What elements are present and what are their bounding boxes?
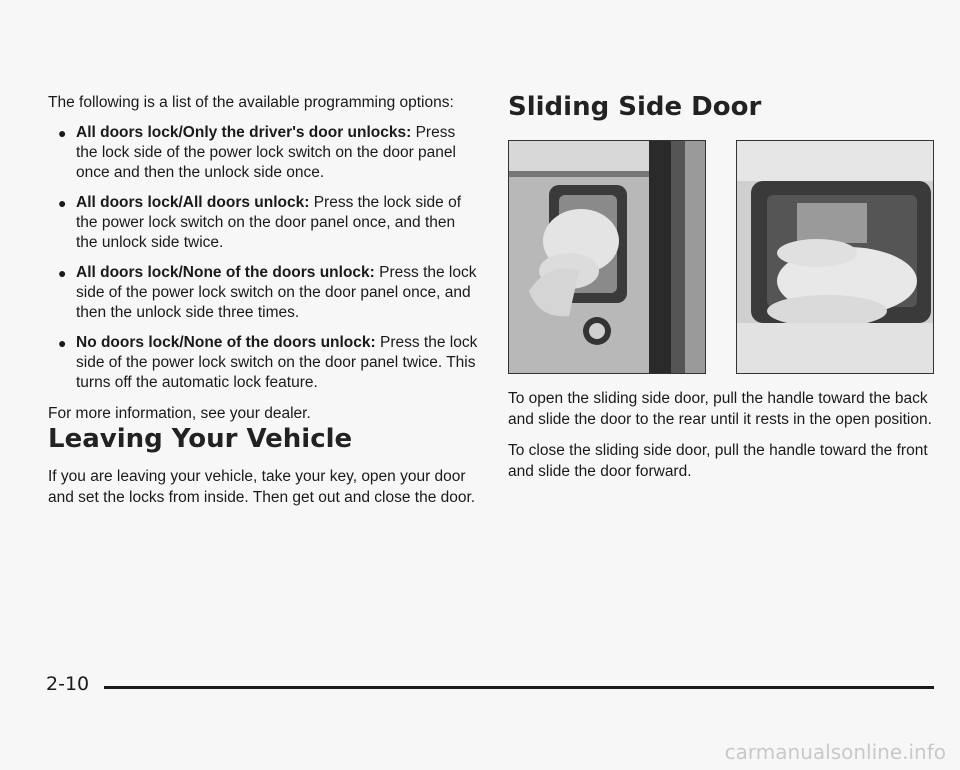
bullet-icon: ● [58,335,67,351]
option-title: All doors lock/Only the driver's door unlocks: [76,124,412,141]
photo-row [508,140,934,374]
exterior-handle-illustration [509,141,706,373]
open-door-text: To open the sliding side door, pull the handle toward the back and slide the door to the rear until it rests in the open position. [508,390,932,428]
right-column [508,92,934,482]
page-number: 2-10 [46,673,90,695]
option-text: Press the lock side of the power lock switch on the door panel twice. This turns off the automatic lock feature. [76,334,478,391]
interior-handle-illustration [737,141,934,373]
more-info-text: For more information, see your dealer. [48,405,311,422]
left-column [48,92,480,508]
option-text: Press the lock side of the power lock switch on the door panel once, and then the unlock side twice. [76,194,462,251]
door-handle-photo-exterior [508,140,706,374]
footer-rule [104,686,934,689]
option-item [48,263,480,323]
bullet-icon: ● [58,195,67,211]
option-item [48,123,480,183]
option-title: No doors lock/None of the doors unlock: [76,334,376,351]
programming-options-list [48,123,480,393]
option-title: All doors lock/All doors unlock: [76,194,310,211]
option-item [48,193,480,253]
leaving-vehicle-text: If you are leaving your vehicle, take your key, open your door and set the locks from inside. Then get out and close the door. [48,468,476,506]
sliding-door-heading: Sliding Side Door [508,92,762,122]
option-title: All doors lock/None of the doors unlock: [76,264,375,281]
option-item [48,333,480,393]
option-text: Press the lock side of the power lock switch on the door panel once and then the unlock side once. [76,124,456,181]
bullet-icon: ● [58,265,67,281]
option-text: Press the lock side of the power lock switch on the door panel once, and then the unlock side three times. [76,264,477,321]
bullet-icon: ● [58,125,67,141]
options-intro: The following is a list of the available programming options: [48,94,454,111]
leaving-vehicle-heading: Leaving Your Vehicle [48,424,353,454]
close-door-text: To close the sliding side door, pull the handle toward the front and slide the door forward. [508,442,928,480]
watermark: carmanualsonline.info [724,740,946,764]
door-handle-photo-interior [736,140,934,374]
